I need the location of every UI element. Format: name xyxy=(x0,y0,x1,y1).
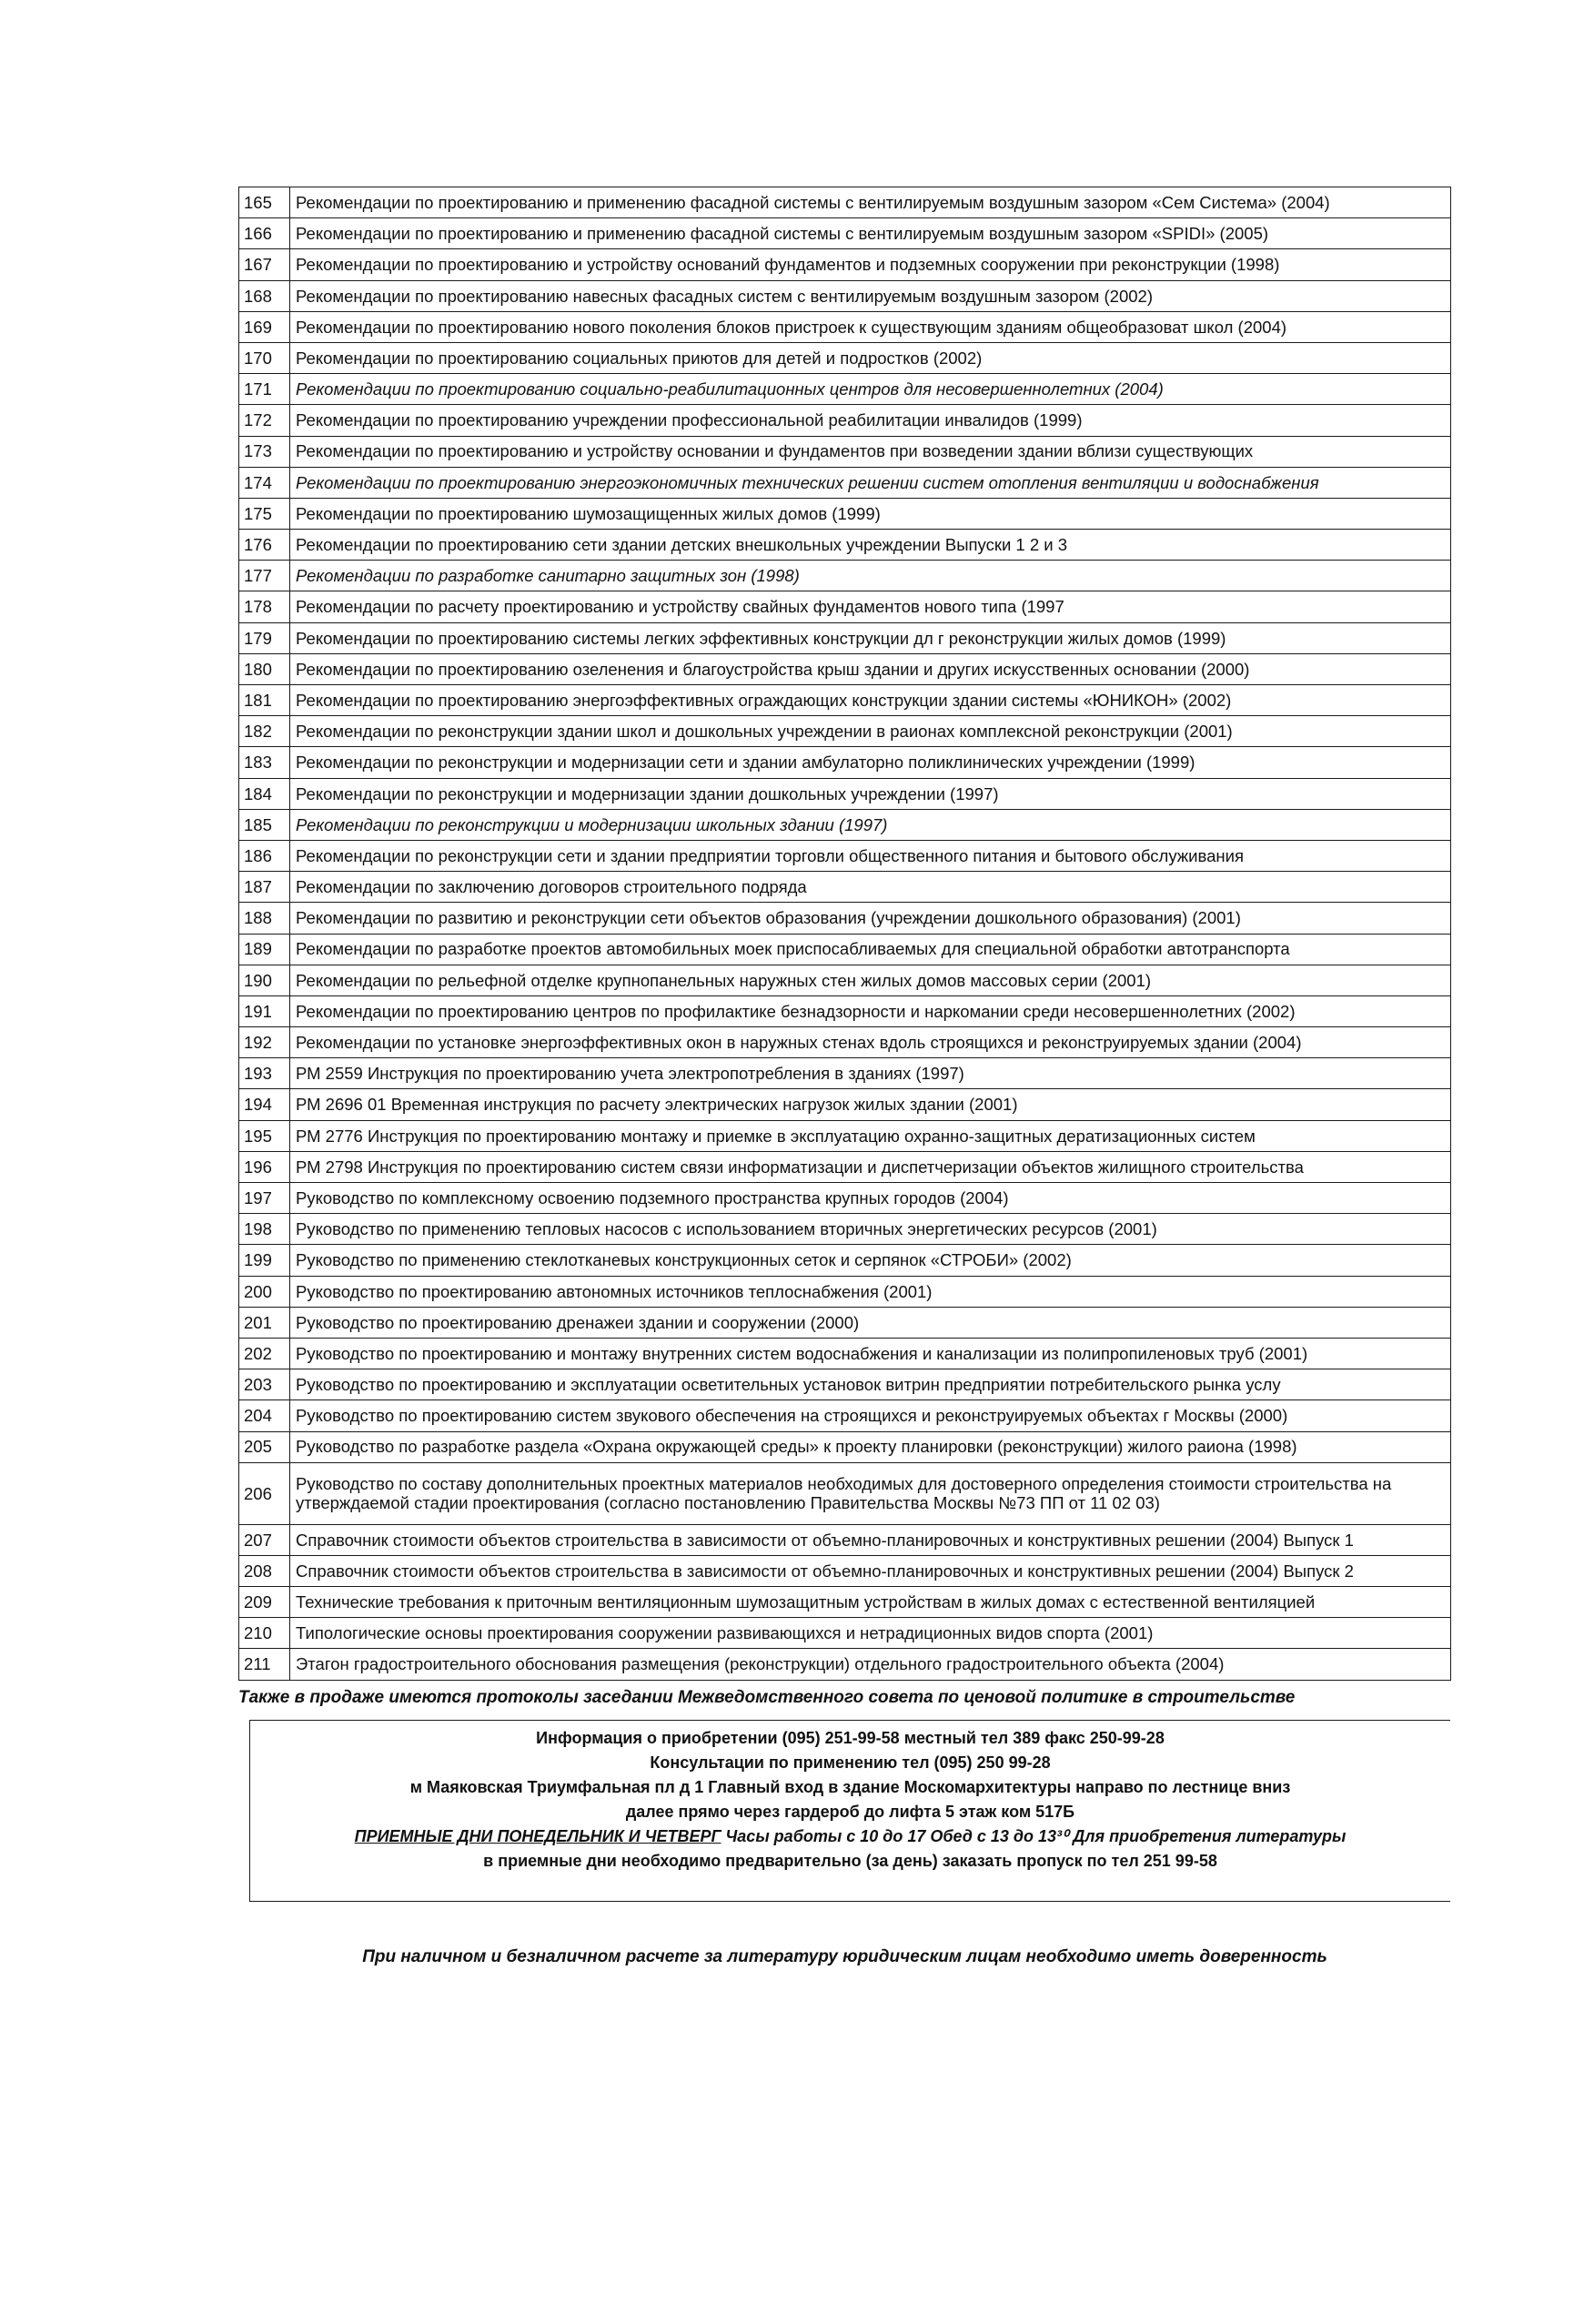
row-number: 193 xyxy=(239,1058,290,1089)
row-number: 190 xyxy=(239,965,290,995)
row-number: 196 xyxy=(239,1151,290,1182)
row-number: 172 xyxy=(239,405,290,436)
reception-days: ПРИЕМНЫЕ ДНИ ПОНЕДЕЛЬНИК И ЧЕТВЕРГ xyxy=(354,1827,721,1845)
table-row xyxy=(239,622,1451,653)
row-title: Рекомендации по проектированию нового поколения блоков пристроек к существующим зданиям общеобразоват школ (2004) xyxy=(290,311,1451,342)
row-title: Руководство по проектированию систем звукового обеспечения на строящихся и реконструируемых объектах г Москвы (2000) xyxy=(290,1400,1451,1431)
table-row xyxy=(239,1555,1451,1586)
row-title: Руководство по проектированию автономных источников теплоснабжения (2001) xyxy=(290,1276,1451,1307)
info-line-consult: Консультации по применению тел (095) 250 99-28 xyxy=(650,1753,1051,1772)
row-title: Рекомендации по проектированию центров по профилактике безнадзорности и наркомании среди несовершеннолетних (2002) xyxy=(290,995,1451,1026)
table-row xyxy=(239,530,1451,561)
row-title: Рекомендации по разработке проектов автомобильных моек приспосабливаемых для специальной обработки автотранспорта xyxy=(290,934,1451,965)
row-number: 209 xyxy=(239,1587,290,1618)
table-row xyxy=(239,280,1451,311)
row-number: 199 xyxy=(239,1245,290,1276)
table-row xyxy=(239,1649,1451,1680)
row-title: Рекомендации по заключению договоров строительного подряда xyxy=(290,872,1451,903)
table-row xyxy=(239,311,1451,342)
row-number: 185 xyxy=(239,809,290,840)
table-row xyxy=(239,840,1451,871)
row-title: Рекомендации по проектированию энергоэкономичных технических решении систем отопления вентиляции и водоснабжения xyxy=(290,467,1451,498)
row-title: Руководство по составу дополнительных проектных материалов необходимых для достоверного определения стоимости строительства на утверждаемой стадии проектирования (согласно постановлению Правительства Москвы №73 ПП от 11 02 03) xyxy=(290,1462,1451,1524)
row-number: 174 xyxy=(239,467,290,498)
row-number: 192 xyxy=(239,1027,290,1058)
table-row xyxy=(239,1089,1451,1120)
table-row xyxy=(239,1214,1451,1245)
table-row xyxy=(239,1462,1451,1524)
row-title: Руководство по применению стеклотканевых конструкционных сеток и серпянок «СТРОБИ» (2002) xyxy=(290,1245,1451,1276)
row-title: Рекомендации по проектированию социально-реабилитационных центров для несовершеннолетних (2004) xyxy=(290,374,1451,405)
row-title: Справочник стоимости объектов строительства в зависимости от объемно-планировочных и конструктивных решении (2004) Выпуск 2 xyxy=(290,1555,1451,1586)
table-row xyxy=(239,1400,1451,1431)
row-title: Рекомендации по проектированию сети здании детских внешкольных учреждении Выпуски 1 2 и 3 xyxy=(290,530,1451,561)
table-row xyxy=(239,561,1451,591)
table-row xyxy=(239,1338,1451,1369)
table-row xyxy=(239,498,1451,529)
table-row xyxy=(239,778,1451,809)
row-number: 179 xyxy=(239,622,290,653)
table-row xyxy=(239,187,1451,218)
row-number: 180 xyxy=(239,653,290,684)
row-title: Рекомендации по реконструкции и модернизации здании дошкольных учреждении (1997) xyxy=(290,778,1451,809)
row-number: 210 xyxy=(239,1618,290,1649)
row-title: Руководство по проектированию и эксплуатации осветительных установок витрин предприятии потребительского рынка услу xyxy=(290,1369,1451,1400)
table-row xyxy=(239,685,1451,716)
row-number: 202 xyxy=(239,1338,290,1369)
table-row xyxy=(239,1027,1451,1058)
working-hours: Часы работы с 10 до 17 Обед с 13 до 13³⁰ Для приобретения литературы xyxy=(725,1827,1347,1845)
row-title: Рекомендации по реконструкции и модернизации сети и здании амбулаторно поликлинических учреждении (1999) xyxy=(290,747,1451,778)
row-number: 198 xyxy=(239,1214,290,1245)
table-row xyxy=(239,249,1451,280)
row-title: Руководство по комплексному освоению подземного пространства крупных городов (2004) xyxy=(290,1183,1451,1214)
table-row xyxy=(239,934,1451,965)
row-title: Рекомендации по проектированию озеленения и благоустройства крыш здании и других искусственных основании (2000) xyxy=(290,653,1451,684)
table-row xyxy=(239,374,1451,405)
table-row xyxy=(239,809,1451,840)
row-number: 207 xyxy=(239,1524,290,1555)
row-number: 191 xyxy=(239,995,290,1026)
row-number: 189 xyxy=(239,934,290,965)
row-title: Руководство по проектированию и монтажу внутренних систем водоснабжения и канализации из полипропиленовых труб (2001) xyxy=(290,1338,1451,1369)
table-row xyxy=(239,405,1451,436)
table-row xyxy=(239,903,1451,934)
table-row xyxy=(239,1369,1451,1400)
row-number: 211 xyxy=(239,1649,290,1680)
table-row xyxy=(239,1120,1451,1151)
row-title: Типологические основы проектирования сооружении развивающихся и нетрадиционных видов спорта (2001) xyxy=(290,1618,1451,1649)
table-row xyxy=(239,218,1451,249)
row-title: РМ 2696 01 Временная инструкция по расчету электрических нагрузок жилых здании (2001) xyxy=(290,1089,1451,1120)
table-row xyxy=(239,591,1451,622)
publications-table xyxy=(238,187,1451,1681)
table-row xyxy=(239,467,1451,498)
row-number: 188 xyxy=(239,903,290,934)
row-title: Рекомендации по развитию и реконструкции сети объектов образования (учреждении дошкольного образования) (2001) xyxy=(290,903,1451,934)
row-number: 186 xyxy=(239,840,290,871)
row-title: Рекомендации по проектированию энергоэффективных ограждающих конструкции здании системы «ЮНИКОН» (2002) xyxy=(290,685,1451,716)
row-number: 203 xyxy=(239,1369,290,1400)
table-row xyxy=(239,1245,1451,1276)
row-number: 167 xyxy=(239,249,290,280)
table-row xyxy=(239,1307,1451,1338)
row-title: Рекомендации по расчету проектированию и устройству свайных фундаментов нового типа (1997 xyxy=(290,591,1451,622)
footer-note: При наличном и безналичном расчете за литературу юридическим лицам необходимо иметь доверенность xyxy=(362,1947,1327,1966)
row-number: 197 xyxy=(239,1183,290,1214)
row-number: 176 xyxy=(239,530,290,561)
row-title: Рекомендации по проектированию и устройству основании и фундаментов при возведении здании вблизи существующих xyxy=(290,436,1451,467)
row-title: Технические требования к приточным вентиляционным шумозащитным устройствам в жилых домах с естественной вентиляцией xyxy=(290,1587,1451,1618)
row-number: 175 xyxy=(239,498,290,529)
info-line-directions: далее прямо через гардероб до лифта 5 этаж ком 517Б xyxy=(625,1803,1075,1821)
row-number: 168 xyxy=(239,280,290,311)
table-row xyxy=(239,872,1451,903)
row-number: 208 xyxy=(239,1555,290,1586)
table-row xyxy=(239,1431,1451,1462)
row-title: Рекомендации по проектированию и применению фасадной системы с вентилируемым воздушным зазором «Сем Система» (2004) xyxy=(290,187,1451,218)
info-line-address: м Маяковская Триумфальная пл д 1 Главный вход в здание Москомархитектуры направо по лестнице вниз xyxy=(409,1778,1291,1796)
info-box xyxy=(249,1720,1450,1902)
row-title: Рекомендации по проектированию навесных фасадных систем с вентилируемым воздушным зазором (2002) xyxy=(290,280,1451,311)
row-title: Руководство по проектированию дренажеи здании и сооружении (2000) xyxy=(290,1307,1451,1338)
row-title: Рекомендации по проектированию социальных приютов для детей и подростков (2002) xyxy=(290,342,1451,373)
row-title: Справочник стоимости объектов строительства в зависимости от объемно-планировочных и конструктивных решении (2004) Выпуск 1 xyxy=(290,1524,1451,1555)
row-title: Рекомендации по рельефной отделке крупнопанельных наружных стен жилых домов массовых серии (2001) xyxy=(290,965,1451,995)
row-number: 166 xyxy=(239,218,290,249)
row-number: 181 xyxy=(239,685,290,716)
publications-table-body xyxy=(239,187,1451,1681)
row-title: РМ 2798 Инструкция по проектированию систем связи информатизации и диспетчеризации объектов жилищного строительства xyxy=(290,1151,1451,1182)
row-title: РМ 2559 Инструкция по проектированию учета электропотребления в зданиях (1997) xyxy=(290,1058,1451,1089)
row-number: 200 xyxy=(239,1276,290,1307)
table-row xyxy=(239,1524,1451,1555)
table-row xyxy=(239,342,1451,373)
row-number: 171 xyxy=(239,374,290,405)
row-title: Рекомендации по установке энергоэффективных окон в наружных стенах вдоль строящихся и реконструируемых здании (2004) xyxy=(290,1027,1451,1058)
row-number: 182 xyxy=(239,716,290,747)
table-row xyxy=(239,1618,1451,1649)
row-number: 205 xyxy=(239,1431,290,1462)
row-title: Рекомендации по проектированию и устройству оснований фундаментов и подземных сооружении при реконструкции (1998) xyxy=(290,249,1451,280)
row-number: 178 xyxy=(239,591,290,622)
info-line-hours xyxy=(259,1824,1441,1849)
row-number: 169 xyxy=(239,311,290,342)
row-number: 173 xyxy=(239,436,290,467)
table-row xyxy=(239,747,1451,778)
row-number: 184 xyxy=(239,778,290,809)
row-number: 187 xyxy=(239,872,290,903)
row-number: 195 xyxy=(239,1120,290,1151)
table-row xyxy=(239,1183,1451,1214)
table-row xyxy=(239,995,1451,1026)
row-title: Руководство по применению тепловых насосов с использованием вторичных энергетических ресурсов (2001) xyxy=(290,1214,1451,1245)
info-line-pass: в приемные дни необходимо предварительно (за день) заказать пропуск по тел 251 99-58 xyxy=(483,1852,1217,1870)
table-row xyxy=(239,1058,1451,1089)
row-title: Рекомендации по разработке санитарно защитных зон (1998) xyxy=(290,561,1451,591)
row-number: 165 xyxy=(239,187,290,218)
table-row xyxy=(239,653,1451,684)
row-title: Руководство по разработке раздела «Охрана окружающей среды» к проекту планировки (реконструкции) жилого раиона (1998) xyxy=(290,1431,1451,1462)
row-title: РМ 2776 Инструкция по проектированию монтажу и приемке в эксплуатацию охранно-защитных дератизационных систем xyxy=(290,1120,1451,1151)
table-row xyxy=(239,1276,1451,1307)
row-title: Рекомендации по реконструкции здании школ и дошкольных учреждении в раионах комплексной реконструкции (2001) xyxy=(290,716,1451,747)
notice-text: Также в продаже имеются протоколы заседании Межведомственного совета по ценовой политике в строительстве xyxy=(238,1688,1296,1707)
row-number: 206 xyxy=(239,1462,290,1524)
row-number: 201 xyxy=(239,1307,290,1338)
row-title: Рекомендации по проектированию и применению фасадной системы с вентилируемым воздушным зазором «SPIDI» (2005) xyxy=(290,218,1451,249)
table-row xyxy=(239,1587,1451,1618)
row-number: 183 xyxy=(239,747,290,778)
row-title: Рекомендации по реконструкции и модернизации школьных здании (1997) xyxy=(290,809,1451,840)
row-number: 204 xyxy=(239,1400,290,1431)
table-row xyxy=(239,436,1451,467)
table-row xyxy=(239,1151,1451,1182)
info-line-purchase: Информация о приобретении (095) 251-99-58 местный тел 389 факс 250-99-28 xyxy=(536,1729,1165,1747)
row-number: 177 xyxy=(239,561,290,591)
row-number: 170 xyxy=(239,342,290,373)
row-title: Этагон градостроительного обоснования размещения (реконструкции) отдельного градостроительного объекта (2004) xyxy=(290,1649,1451,1680)
row-title: Рекомендации по проектированию системы легких эффективных конструкции дл г реконструкции жилых домов (1999) xyxy=(290,622,1451,653)
table-row xyxy=(239,716,1451,747)
row-number: 194 xyxy=(239,1089,290,1120)
table-row xyxy=(239,965,1451,995)
row-title: Рекомендации по проектированию учреждении профессиональной реабилитации инвалидов (1999) xyxy=(290,405,1451,436)
row-title: Рекомендации по проектированию шумозащищенных жилых домов (1999) xyxy=(290,498,1451,529)
row-title: Рекомендации по реконструкции сети и здании предприятии торговли общественного питания и бытового обслуживания xyxy=(290,840,1451,871)
